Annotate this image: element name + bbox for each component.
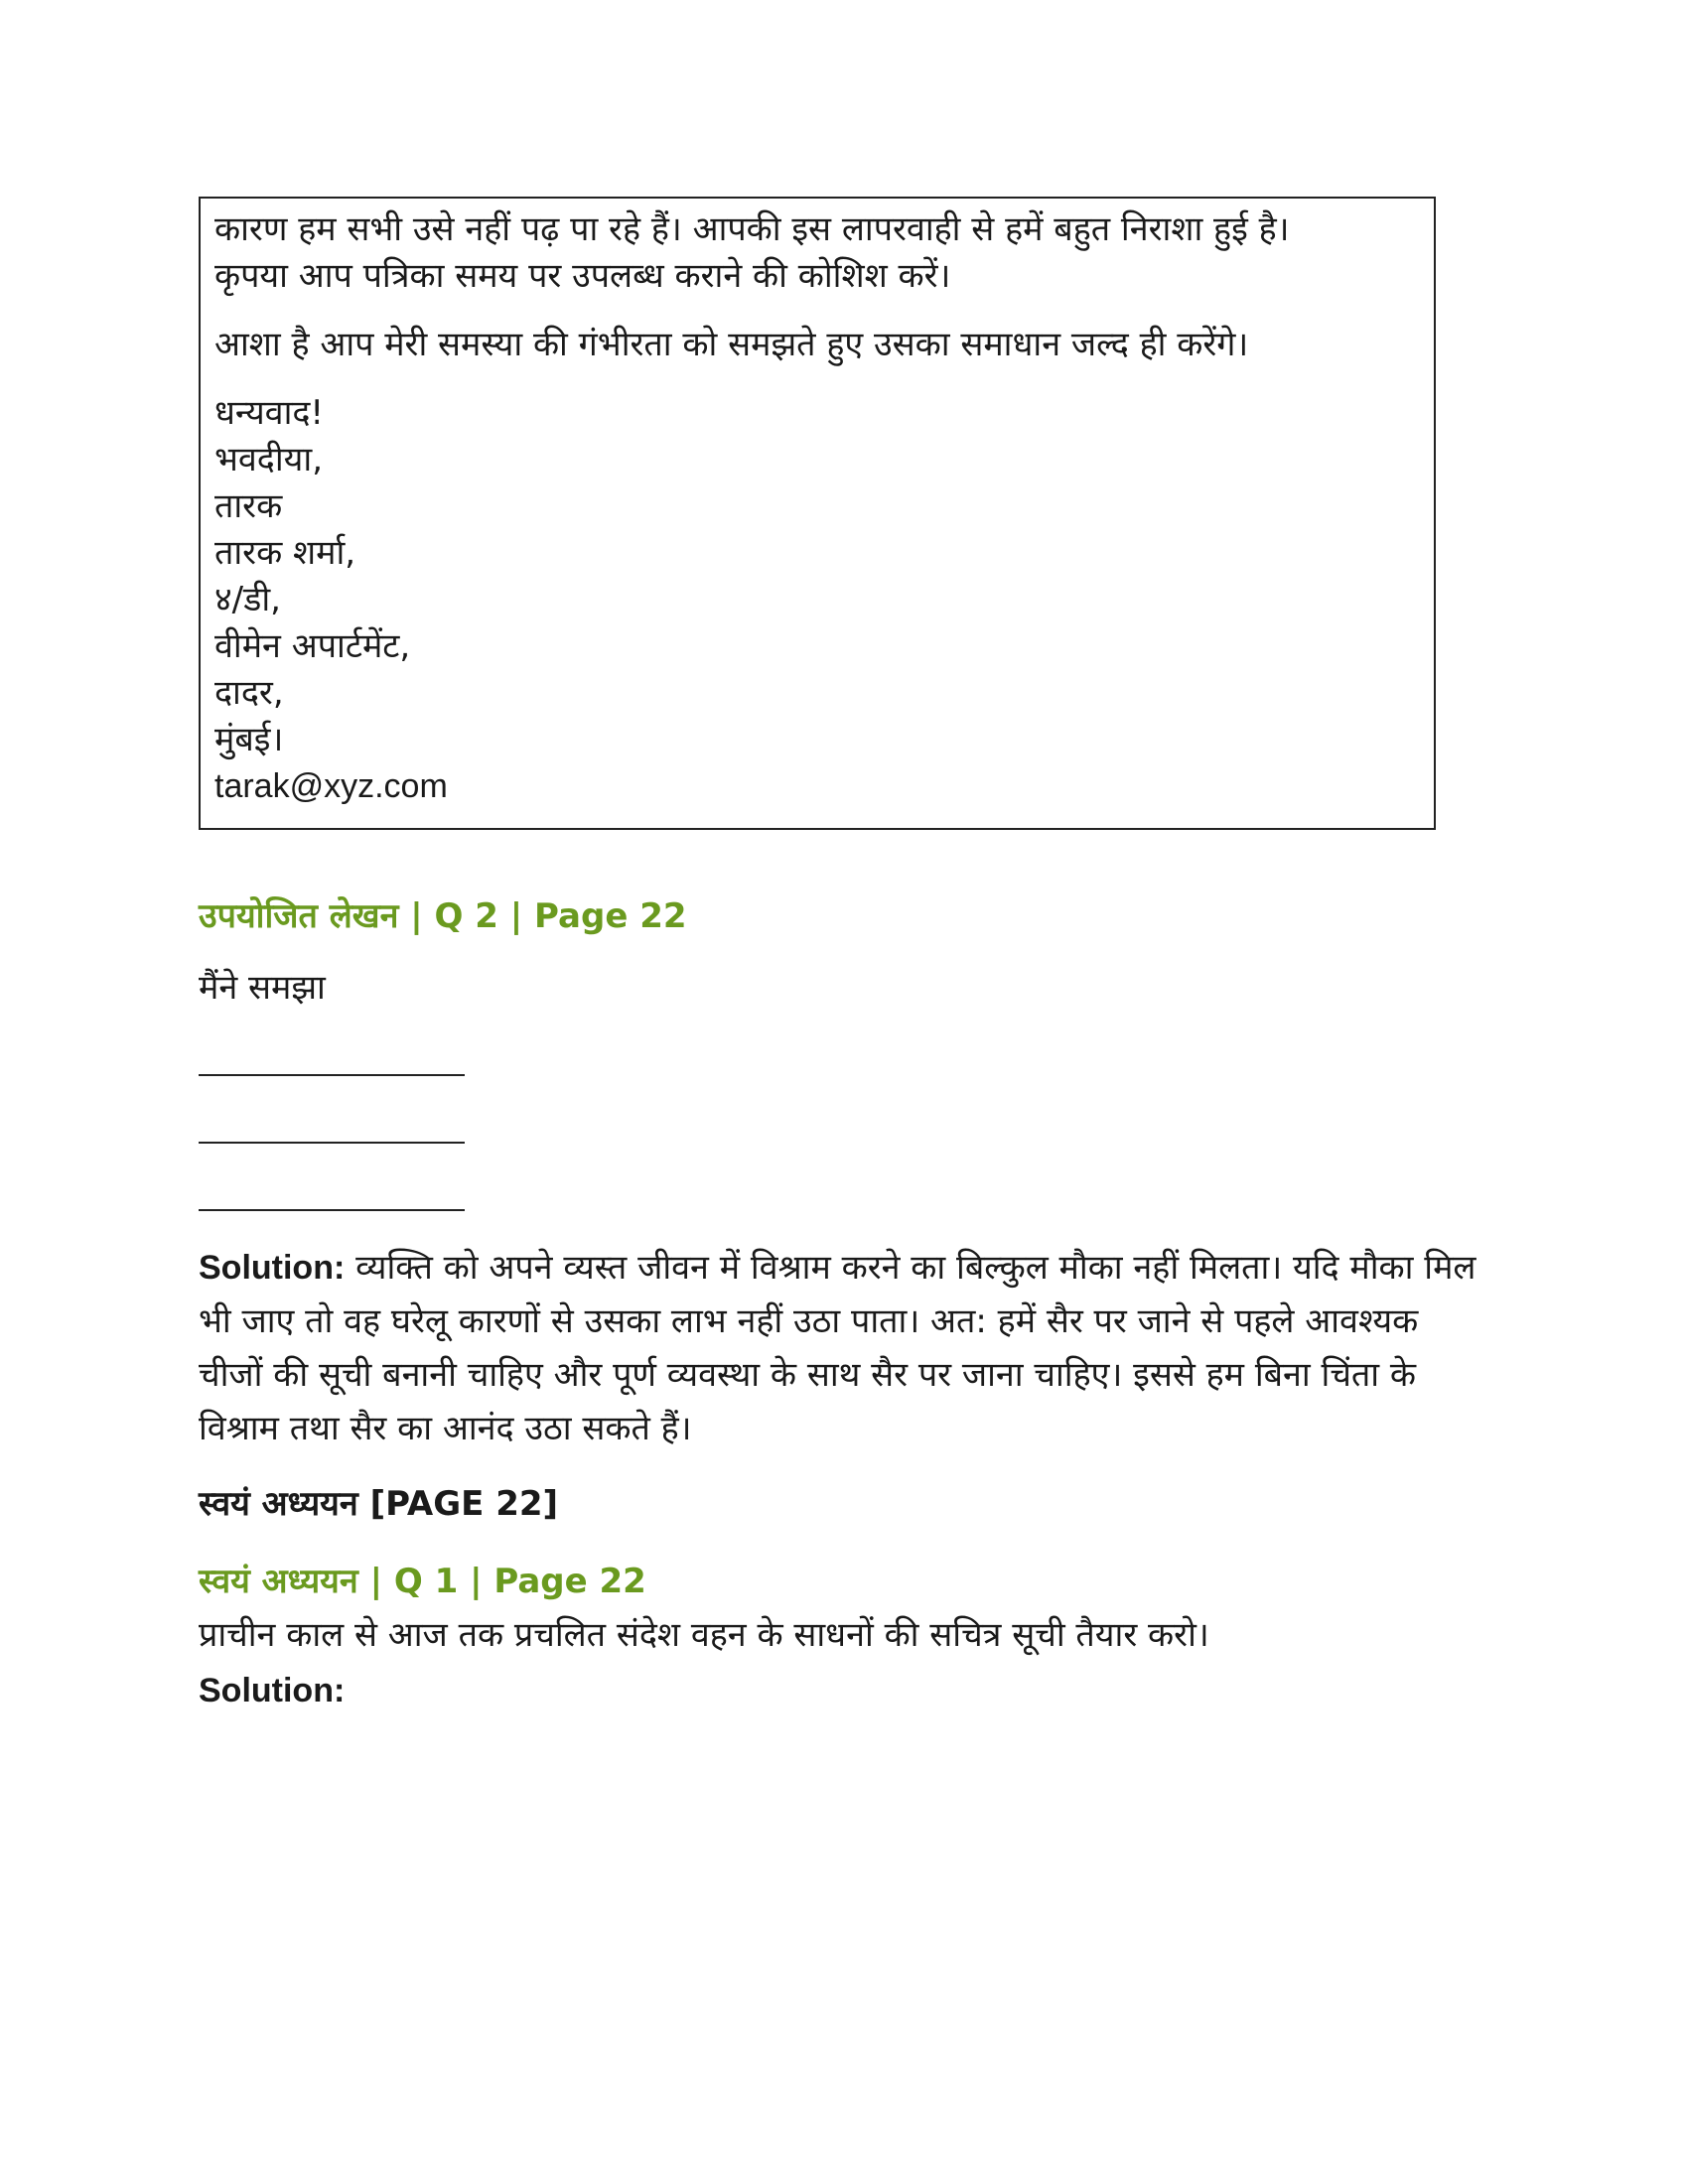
self-study-title: स्वयं अध्ययन [PAGE 22]: [199, 1484, 559, 1524]
letter-box: [199, 197, 1436, 830]
letter-address-line2: वीमेन अपार्टमेंट,: [214, 626, 411, 666]
self-study-q1-heading: स्वयं अध्ययन | Q 1 | Page 22: [199, 1562, 646, 1601]
solution-text: व्यक्ति को अपने व्यस्त जीवन में विश्राम करने का बिल्कुल मौका नहीं मिलता। यदि मौका मिल भी जाए तो वह घरेलू कारणों से उसका लाभ नहीं उठा पाता। अत: हमें सैर पर जाने से पहले आवश्यक चीजों की सूची बनानी चाहिए और पूर्ण व्यवस्था के साथ सैर पर जाना चाहिए। इससे हम बिना चिंता के विश्राम तथा सैर का आनंद उठा सकते हैं।: [199, 1248, 1477, 1448]
answer-blank-line: [199, 1142, 465, 1144]
q2-prompt: मैंने समझा: [199, 968, 326, 1008]
letter-sender-name: तारक शर्मा,: [214, 533, 356, 573]
letter-signature: तारक: [214, 486, 283, 526]
letter-address-line3: दादर,: [214, 673, 284, 713]
letter-closing: धन्यवाद!: [214, 393, 325, 433]
solution-label: Solution:: [199, 1249, 346, 1287]
letter-address-line4: मुंबई।: [214, 720, 284, 759]
self-study-solution-label: Solution:: [199, 1672, 346, 1709]
letter-email: tarak@xyz.com: [214, 767, 448, 805]
q2-heading: उपयोजित लेखन | Q 2 | Page 22: [199, 896, 687, 936]
letter-para1-line2: कृपया आप पत्रिका समय पर उपलब्ध कराने की कोशिश करें।: [214, 256, 951, 296]
letter-para2: आशा है आप मेरी समस्या की गंभीरता को समझते हुए उसका समाधान जल्द ही करेंगे।: [214, 325, 1249, 364]
letter-salutation: भवदीया,: [214, 440, 323, 479]
answer-blank-line: [199, 1074, 465, 1076]
self-study-q1-text: प्राचीन काल से आज तक प्रचलित संदेश वहन के साधनों की सचित्र सूची तैयार करो।: [199, 1615, 1209, 1655]
letter-address-line1: ४/डी,: [214, 580, 281, 619]
letter-para1-line1: कारण हम सभी उसे नहीं पढ़ पा रहे हैं। आपकी इस लापरवाही से हमें बहुत निराशा हुई है।: [214, 209, 1290, 249]
answer-blank-line: [199, 1209, 465, 1211]
q2-solution: [199, 1241, 1489, 1455]
